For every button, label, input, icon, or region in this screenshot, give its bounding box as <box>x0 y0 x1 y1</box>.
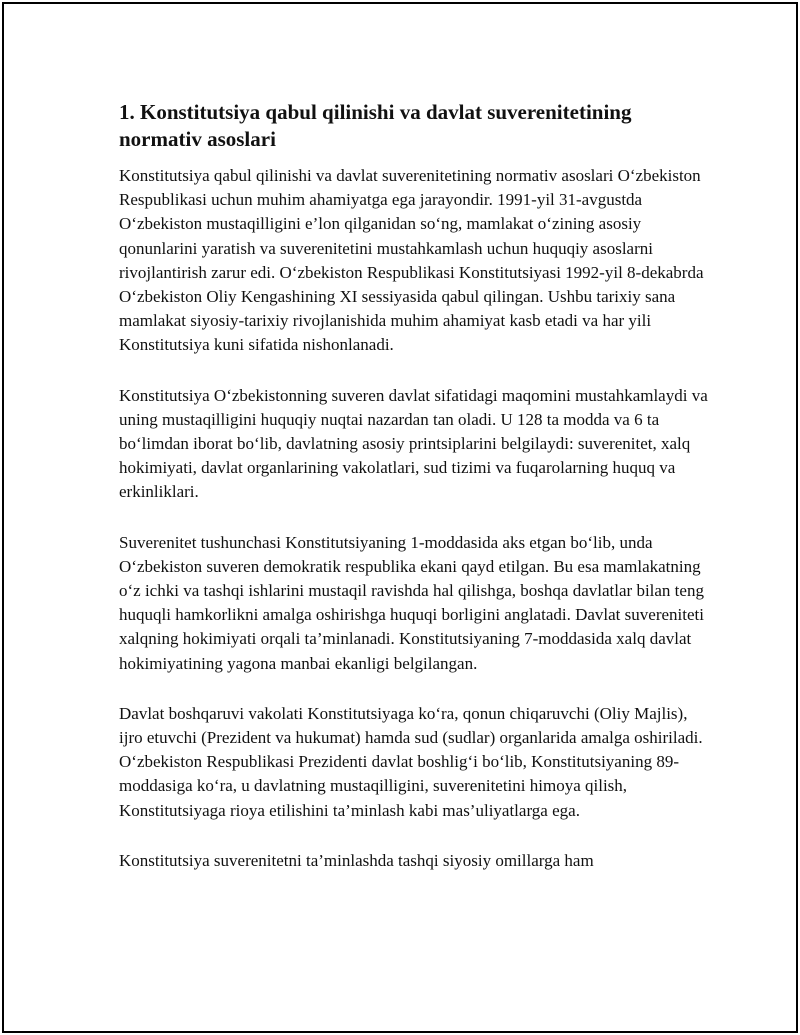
paragraph-2: Konstitutsiya O‘zbekistonning suveren davlat sifatidagi maqomini mustahkamlaydi va uning mustaqilligini huquqiy nuqtai nazardan tan oladi. U 128 ta modda va 6 ta bo‘limdan iborat bo‘lib, davlatning asosiy printsiplarini belgilaydi: suverenitet, xalq hokimiyati, davlat organlarining vakolatlari, sud tizimi va fuqarolarning huquq va erkinliklari. <box>119 385 708 502</box>
paragraph-4: Davlat boshqaruvi vakolati Konstitutsiyaga ko‘ra, qonun chiqaruvchi (Oliy Majlis), ijro etuvchi (Prezident va hukumat) hamda sud (sudlar) organlarida amalga oshiriladi. O‘zbekiston Respublikasi Prezidenti davlat boshlig‘i bo‘lib, Konstitutsiyaning 89-moddasiga ko‘ra, u davlatning mustaqilligini, suverenitetini himoya qilish, Konstitutsiyaga rioya etilishini ta’minlash kabi mas’uliyatlarga ega. <box>119 703 703 820</box>
paragraph-1: Konstitutsiya qabul qilinishi va davlat suverenitetining normativ asoslari O‘zbekiston Respublikasi uchun muhim ahamiyatga ega jarayondir. 1991-yil 31-avgustda O‘zbekiston mustaqilligini e’lon qilganidan so‘ng, mamlakat o‘zining asosiy qonunlarini yaratish va suverenitetini mustahkamlash uchun huquqiy asoslarni rivojlantirish zarur edi. O‘zbekiston Respublikasi Konstitutsiyasi 1992-yil 8-dekabrda O‘zbekiston Oliy Kengashining XI sessiyasida qabul qilingan. Ushbu tarixiy sana mamlakat siyosiy-tarixiy rivojlanishida muhim ahamiyat kasb etadi va har yili Konstitutsiya kuni sifatida nishonlanadi. <box>119 166 704 355</box>
section-heading: 1. Konstitutsiya qabul qilinishi va davlat suverenitetining normativ asoslari <box>119 100 632 151</box>
paragraph-5: Konstitutsiya suverenitetni ta’minlashda tashqi siyosiy omillarga ham <box>119 850 594 870</box>
document-body <box>119 99 709 899</box>
paragraph-3: Suverenitet tushunchasi Konstitutsiyaning 1-moddasida aks etgan bo‘lib, unda O‘zbekiston suveren demokratik respublika ekani qayd etilgan. Bu esa mamlakatning o‘z ichki va tashqi ishlarini mustaqil ravishda hal qilishga, boshqa davlatlar bilan teng huquqli hamkorlikni amalga oshirishga huquqi borligini anglatadi. Davlat suvereniteti xalqning hokimiyati orqali ta’minlanadi. Konstitutsiyaning 7-moddasida xalq davlat hokimiyatining yagona manbai ekanligi belgilangan. <box>119 532 704 673</box>
page-frame <box>2 2 798 1033</box>
